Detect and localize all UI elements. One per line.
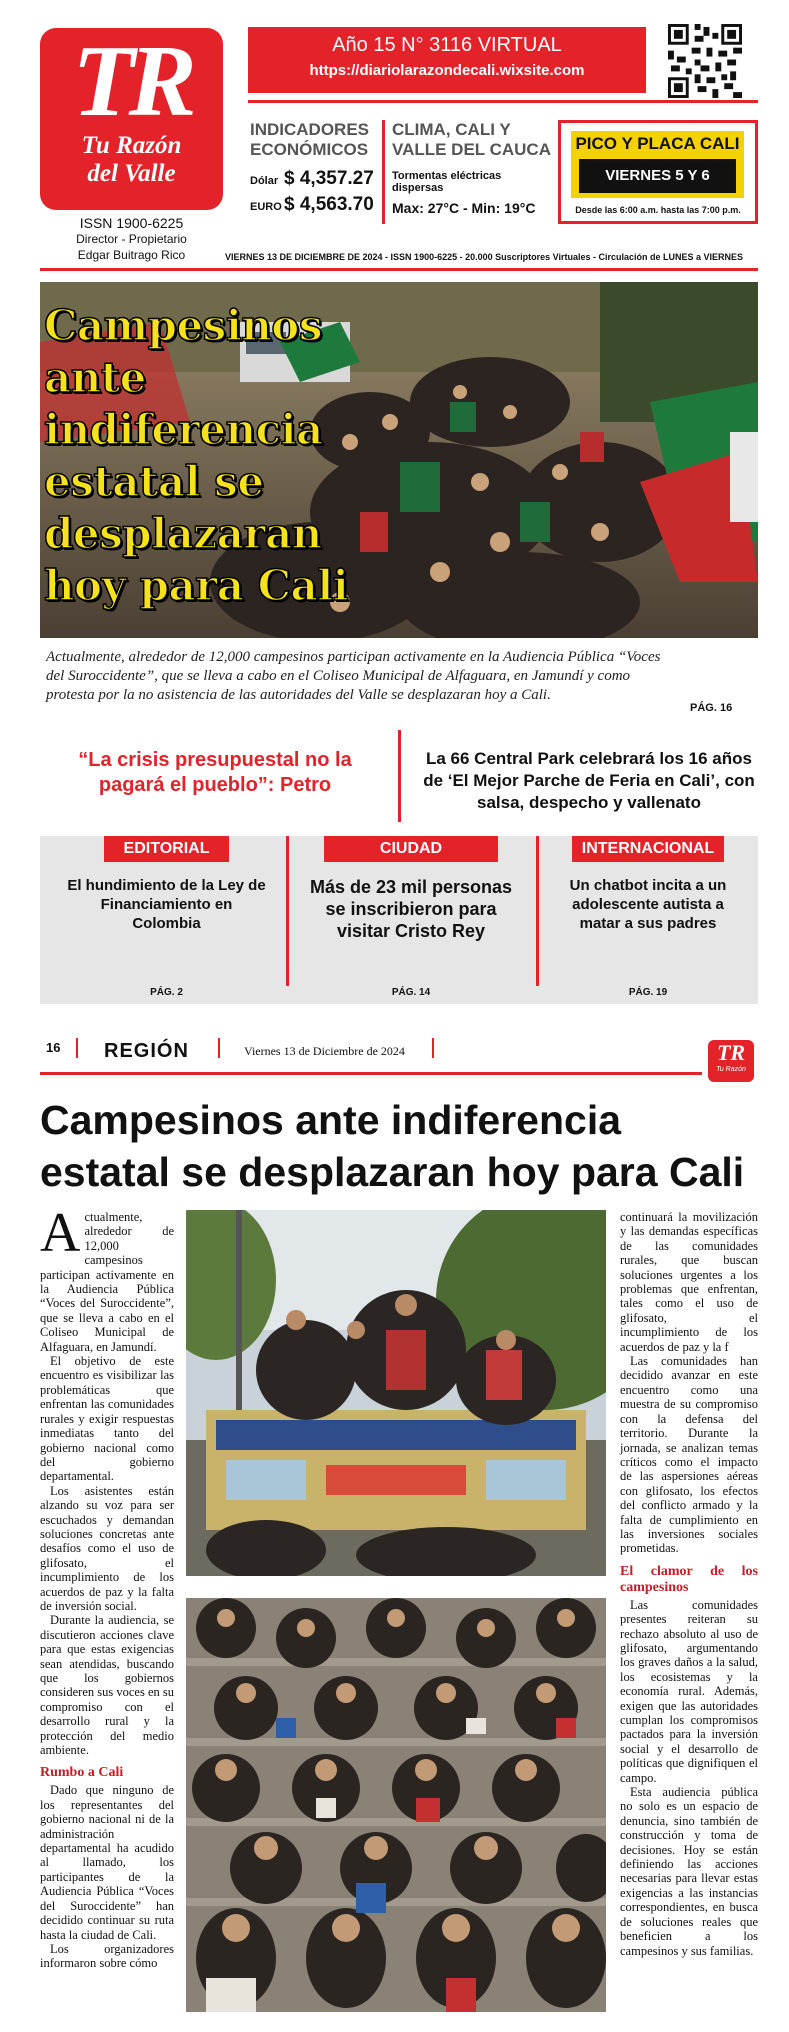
weather-temperature: Max: 27°C - Min: 19°C [392,200,536,216]
paragraph: Los asistentes están alzando su voz para ser escuchados y demandan soluciones concretas ante desafíos como el uso de glifosato, el incumplimiento de los acuerdos de paz y la falta de inversión social. [40,1483,174,1613]
article-title: Campesinos ante indiferencia estatal se desplazaran hoy para Cali [40,1097,745,1195]
teaser-tag: EDITORIAL [104,836,230,862]
edition-banner [248,27,646,93]
headline-central-park[interactable]: La 66 Central Park celebrará los 16 años de ‘El Mejor Parche de Feria en Cali’, con salsa, despecho y vallenato [423,749,755,812]
website-link[interactable]: https://diariolarazondecali.wixsite.com [309,62,585,79]
weather-description: Tormentas eléctricas dispersas [392,170,502,194]
drop-cap: A [40,1202,81,1264]
secondary-divider [398,730,401,822]
dolar-value: $ 4,357.27 [284,168,374,189]
indicators-title-line2: ECONÓMICOS [250,140,369,159]
subheading: El clamor de los campesinos [620,1563,758,1595]
teaser-ciudad[interactable] [296,836,526,1004]
economic-indicators [250,120,380,216]
small-logo-name: Tu Razón [716,1066,746,1073]
pico-y-placa-title: PICO Y PLACA CALI [575,134,740,153]
director-name: Edgar Buitrago Rico [77,248,186,262]
teaser-page: PÁG. 14 [391,987,431,998]
hero-caption: Actualmente, alrededor de 12,000 campesinos participan activamente en la Audiencia Pública “Voces del Suroccidente”, que se lleva a cabo en el Coliseo Municipal de Alfaguara, en Jamundí y como protesta por la no asistencia de las autoridades del Valle se desplazaran hoy a Cali. [46,649,661,703]
small-logo [708,1040,754,1082]
issn: ISSN 1900-6225 [79,215,184,231]
euro-label: EURO [250,201,282,213]
teaser-headline: Más de 23 mil personas se inscribieron para visitar Cristo Rey [309,877,513,941]
teaser-page: PÁG. 19 [628,987,668,998]
page-rule [40,1072,702,1075]
paragraph: Las comunidades presentes reiteran su rechazo absoluto al uso de glifosato, argumentando los graves daños a la salud, los ecosistemas y la economía rural. Además, exigen que las autoridades cumplan los compromisos pactados para la inversión social y el desarrollo de políticas que dignifiquen el campo. [620,1597,758,1785]
teaser-headline: El hundimiento de la Ley de Financiamiento en Colombia [67,877,266,932]
dolar-label: Dólar [250,175,279,187]
hero-page-ref: PÁG. 16 [690,702,733,714]
photo-coliseum-crowd[interactable] [186,1598,606,2012]
indicators-divider [382,120,385,224]
weather-box [392,120,552,216]
pico-y-placa-panel [571,131,744,198]
paragraph: El objetivo de este encuentro es visibilizar las problemáticas que enfrentan las comunidades rurales y exigir respuestas inmediatas tanto del gobierno nacional como del gobierno departamental. [40,1354,174,1484]
indicators-title-line1: INDICADORES [250,120,370,139]
photo-campesinos-on-bus[interactable] [186,1210,606,1576]
pico-y-placa-box [558,120,758,224]
header-divider [218,1038,220,1058]
teaser-page: PÁG. 2 [150,987,183,998]
paragraph: Esta audiencia pública no solo es un espacio de denuncia, sino también de construcción y toma de decisiones. Hoy se están definiendo las acciones necesarias para llevar estas exigencias a las instancias correspondientes, en busca de soluciones reales que beneficien a los campesinos y sus familias. [620,1785,758,1958]
qr-code-icon[interactable] [668,24,742,98]
weather-title-line2: VALLE DEL CAUCA [392,140,551,159]
header-divider [76,1038,78,1058]
section-name: REGIÓN [104,1040,189,1062]
section-teasers [40,836,758,1004]
paragraph: Dado que ninguno de los representantes del gobierno nacional ni de la administración departamental ha acudido al llamado, los participantes de la Audiencia Pública “Voces del Suroccidente” han decidido continuar su ruta hasta la ciudad de Cali. [40,1783,174,1942]
teaser-divider [536,836,539,986]
paragraph: ctualmente, alrededor de 12,000 campesinos participan activamente en la Audiencia Pública “Voces del Suroccidente”, que se lleva a cabo en el Coliseo Municipal de Alfaguara, en Jamundí. [40,1210,174,1354]
masthead-info [40,215,223,263]
paragraph: Durante la audiencia, se discutieron acciones clave para que estas exigencias sean atendidas, buscando que los gobiernos consideren sus voces en su compromiso con el desarrollo rural y la protección del medio ambiente. [40,1613,174,1758]
paragraph: Las comunidades han decidido avanzar en este encuentro como una muestra de su compromiso con la defensa del territorio. Durante la jornada, se analizan temas críticos como el impacto de las aspersiones aéreas con glifosato, los efectos del conflicto armado y la falta de cumplimiento en las inversiones sociales prometidas. [620,1354,758,1556]
article-column-3 [620,1210,758,1958]
teaser-tag: INTERNACIONAL [572,836,724,862]
dateline: VIERNES 13 DE DICIEMBRE DE 2024 - ISSN 1900-6225 - 20.000 Suscriptores Virtuales - Circulación de LUNES a VIERNES [225,252,744,262]
subheading: Rumbo a Cali [40,1765,124,1781]
teaser-divider [286,836,289,986]
masthead-bottom-rule [40,268,758,271]
euro-value: $ 4,563.70 [284,194,374,215]
logo-letters: TR [72,25,191,138]
pico-y-placa-days: VIERNES 5 Y 6 [579,159,736,193]
pico-y-placa-hours: Desde las 6:00 a.m. hasta las 7:00 p.m. [575,205,741,215]
hero-headline[interactable]: Campesinos ante indiferencia estatal se desplazaran hoy para Cali [44,301,349,610]
logo-name-line2: del Valle [87,160,176,187]
header-rule [248,100,758,103]
paragraph: Los organizadores informaron sobre cómo [40,1941,174,1971]
header-divider [432,1038,434,1058]
logo-name-line1: Tu Razón [81,132,182,159]
director-title: Director - Propietario [76,232,187,246]
teaser-tag: CIUDAD [324,836,498,862]
teaser-editorial[interactable] [54,836,279,1004]
edition-line: Año 15 N° 3116 VIRTUAL [332,34,562,56]
teaser-headline: Un chatbot incita a un adolescente autista a matar a sus padres [569,877,727,932]
small-logo-letters: TR [716,1040,746,1065]
headline-petro[interactable]: “La crisis presupuestal no la pagará el pueblo”: Petro [78,749,352,796]
teaser-internacional[interactable] [548,836,748,1004]
article-column-1 [40,1202,174,1971]
paragraph: continuará la movilización y las demandas específicas de las comunidades rurales, que buscan soluciones urgentes a los problemas que enfrentan, tales como el uso de glifosato, el incumplimiento de los acuerdos de paz y la f [620,1210,758,1354]
newspaper-logo [40,25,223,210]
page-number: 16 [46,1040,61,1055]
weather-title-line1: CLIMA, CALI Y [392,120,511,139]
page-date: Viernes 13 de Diciembre de 2024 [244,1044,405,1058]
